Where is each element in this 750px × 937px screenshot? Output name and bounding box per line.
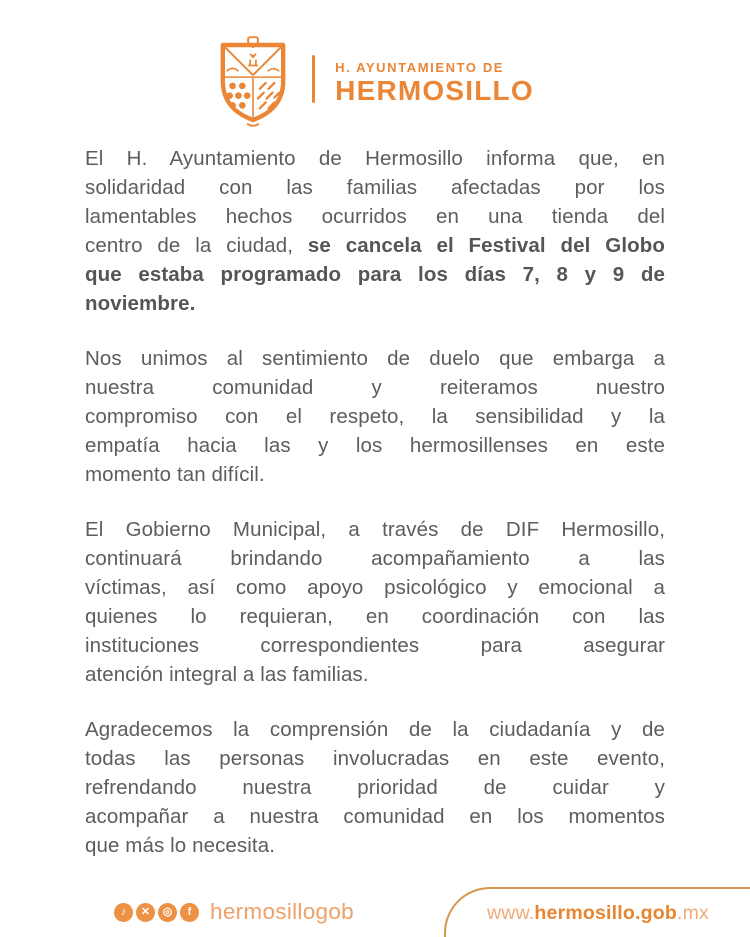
text-line: centro de la ciudad, se cancela el Festival del Globo — [85, 234, 665, 257]
text-line: Agradecemos la comprensión de la ciudadanía y de — [85, 718, 665, 741]
website-url-domain: hermosillo.gob — [534, 901, 677, 924]
text-line: compromiso con el respeto, la sensibilidad y la — [85, 405, 665, 428]
text-line: atención integral a las familias. — [85, 663, 369, 686]
text-line: Nos unimos al sentimiento de duelo que embarga a — [85, 347, 665, 370]
text-line: instituciones correspondientes para asegurar — [85, 634, 665, 657]
website-tab — [444, 887, 750, 937]
header-text — [335, 59, 534, 106]
paragraph — [85, 515, 665, 689]
paragraph — [85, 715, 665, 860]
text-line: acompañar a nuestra comunidad en los momentos — [85, 805, 665, 828]
org-name-line2: HERMOSILLO — [335, 74, 534, 106]
website-url-suffix: .mx — [676, 901, 709, 924]
text-line: que estaba programado para los días 7, 8 y 9 de — [85, 263, 665, 286]
text-line: momento tan difícil. — [85, 463, 265, 486]
header-divider — [312, 55, 315, 103]
text-line: refrendando nuestra prioridad de cuidar y — [85, 776, 665, 799]
social-handle: hermosillogob — [210, 899, 354, 924]
footer-social — [114, 899, 354, 925]
text-line: todas las personas involucradas en este evento, — [85, 747, 665, 770]
text-line: El Gobierno Municipal, a través de DIF Hermosillo, — [85, 518, 665, 541]
paragraph — [85, 144, 665, 318]
instagram-icon: ◎ — [158, 903, 177, 922]
hermosillo-coat-of-arms-icon — [216, 36, 290, 128]
text-line: que más lo necesita. — [85, 834, 276, 857]
website-url — [487, 902, 709, 925]
text-line: continuará brindando acompañamiento a las — [85, 547, 665, 570]
website-url-prefix: www. — [487, 901, 535, 924]
text-line: noviembre. — [85, 292, 196, 315]
text-line: víctimas, así como apoyo psicológico y emocional a — [85, 576, 665, 599]
paragraph — [85, 344, 665, 489]
text-line: nuestra comunidad y reiteramos nuestro — [85, 376, 665, 399]
text-line: El H. Ayuntamiento de Hermosillo informa que, en — [85, 147, 665, 170]
org-name-line1: H. AYUNTAMIENTO DE — [335, 59, 505, 75]
announcement-body — [85, 144, 665, 886]
text-line: quienes lo requieran, en coordinación con las — [85, 605, 665, 628]
text-line: empatía hacia las y los hermosillenses en este — [85, 434, 665, 457]
tiktok-icon: ♪ — [114, 903, 133, 922]
text-line: solidaridad con las familias afectadas por los — [85, 176, 665, 199]
header — [0, 36, 750, 128]
x-icon: ✕ — [136, 903, 155, 922]
facebook-icon: f — [180, 903, 199, 922]
text-line: lamentables hechos ocurridos en una tienda del — [85, 205, 665, 228]
